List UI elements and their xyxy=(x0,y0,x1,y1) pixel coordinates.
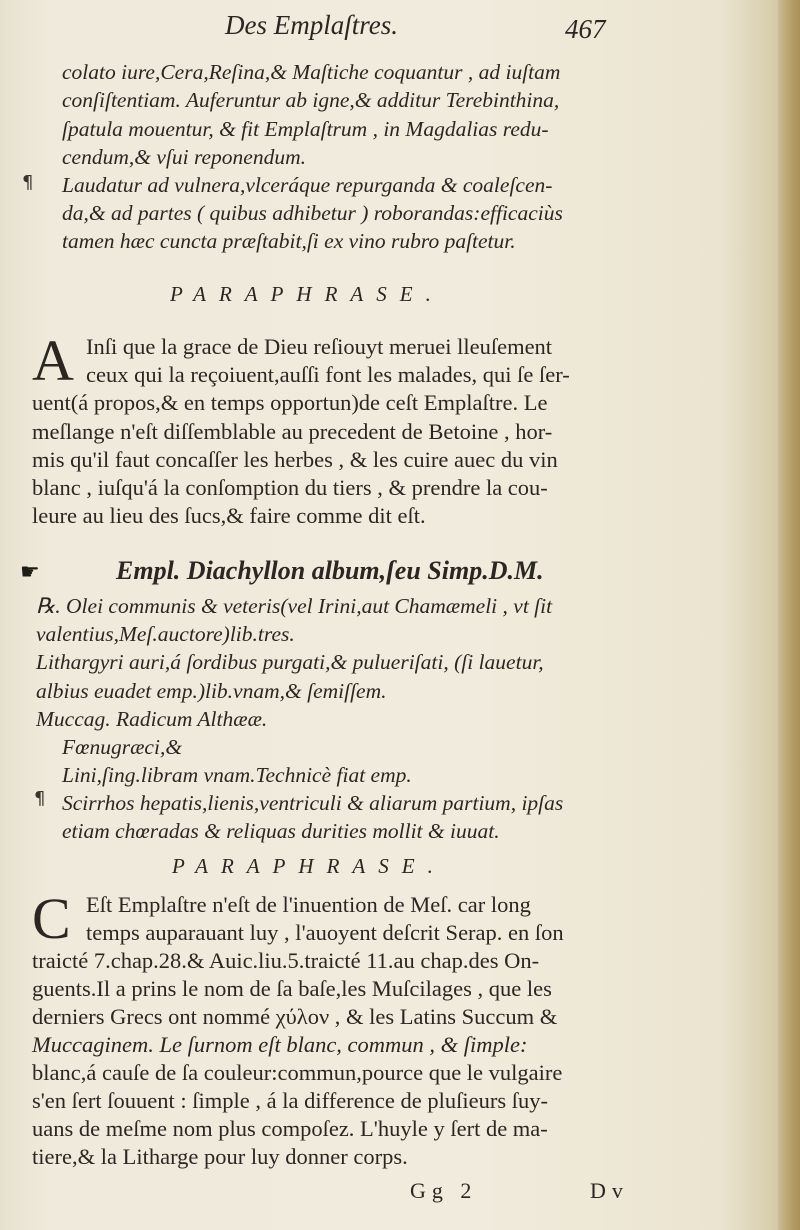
section-heading: PARAPHRASE. xyxy=(170,282,444,306)
section-title: Empl. Diachyllon album,ſeu Simp.D.M. xyxy=(116,556,544,585)
text-line: tiere,& la Litharge pour luy donner corps. xyxy=(32,1144,408,1169)
page-edge-shadow xyxy=(778,0,800,1230)
pointing-hand-icon: ☛ xyxy=(20,560,40,585)
signature-mark: Gg 2 xyxy=(410,1178,478,1203)
catchword: Dv xyxy=(590,1178,629,1203)
text-line: uans de meſme nom plus compoſez. L'huyle y ſert de ma- xyxy=(32,1116,548,1141)
text-line: uent(á propos,& en temps opportun)de ceſt Emplaſtre. Le xyxy=(32,390,548,415)
running-title: Des Emplaſtres. xyxy=(225,10,398,40)
text-line: ſpatula mouentur, & fit Emplaſtrum , in Magdalias redu- xyxy=(62,117,549,141)
text-line: s'en ſert ſouuent : ſimple , á la difference de pluſieurs ſuy- xyxy=(32,1088,548,1113)
text-line: meſlange n'eſt diſſemblable au precedent de Betoine , hor- xyxy=(32,419,553,444)
text-line: Muccag. Radicum Althææ. xyxy=(36,707,268,731)
text-line: temps auparauant luy , l'auoyent deſcrit Serap. en ſon xyxy=(86,920,564,945)
text-line: blanc , iuſqu'á la conſomption du tiers , & prendre la cou- xyxy=(32,475,548,500)
text-line: tamen hæc cuncta præſtabit,ſi ex vino rubro paſtetur. xyxy=(62,229,516,253)
text-line: leure au lieu des ſucs,& faire comme dit eſt. xyxy=(32,503,426,528)
text-line: ceux qui la reçoiuent,auſſi font les malades, qui ſe ſer- xyxy=(86,362,570,387)
text-line: albius euadet emp.)lib.vnam,& ſemiſſem. xyxy=(36,679,387,703)
text-line: Muccaginem. Le ſurnom eſt blanc, commun , & ſimple: xyxy=(32,1032,528,1057)
text-line: valentius,Meſ.auctore)lib.tres. xyxy=(36,622,295,646)
text-line: traicté 7.chap.28.& Auic.liu.5.traicté 11.au chap.des On- xyxy=(32,948,540,973)
text-line: Inſi que la grace de Dieu reſiouyt meruei lleuſement xyxy=(86,334,553,359)
section-heading: PARAPHRASE. xyxy=(172,854,446,878)
text-line: guents.Il a prins le nom de ſa baſe,les Muſcilages , que les xyxy=(32,976,552,1001)
text-line: colato iure,Cera,Reſina,& Maſtiche coquantur , ad iuſtam xyxy=(62,60,561,84)
text-line: ℞. Olei communis & veteris(vel Irini,aut Chamæmeli , vt ſit xyxy=(36,594,553,618)
text-line: Scirrhos hepatis,lienis,ventriculi & aliarum partium, ipſas xyxy=(62,791,564,815)
paragraph-mark-icon: ¶ xyxy=(34,788,46,809)
text-line: cendum,& vſui reponendum. xyxy=(62,145,307,169)
text-line: mis qu'il faut concaſſer les herbes , & les cuire auec du vin xyxy=(32,447,558,472)
text-line: blanc,á cauſe de ſa couleur:commun,pource que le vulgaire xyxy=(32,1060,563,1085)
text-line: conſiſtentiam. Auferuntur ab igne,& additur Terebinthina, xyxy=(62,88,560,112)
paragraph-mark-icon: ¶ xyxy=(22,172,34,193)
text-line: da,& ad partes ( quibus adhibetur ) roborandas:efficaciùs xyxy=(62,201,563,225)
text-line: Lithargyri auri,á ſordibus purgati,& pulueriſati, (ſi lauetur, xyxy=(36,650,544,674)
text-line: etiam chœradas & reliquas durities mollit & iuuat. xyxy=(62,819,500,843)
text-line: Eſt Emplaſtre n'eſt de l'inuention de Meſ. car long xyxy=(86,892,531,917)
drop-cap: A xyxy=(32,328,74,393)
page-number: 467 xyxy=(565,14,606,44)
text-line: Fœnugræci,& xyxy=(62,735,183,759)
drop-cap: C xyxy=(32,886,71,951)
text-line: Laudatur ad vulnera,vlceráque repurganda & coaleſcen- xyxy=(62,173,553,197)
text-line: derniers Grecs ont nommé χύλον , & les Latins Succum & xyxy=(32,1004,558,1029)
text-line: Lini,ſing.libram vnam.Technicè fiat emp. xyxy=(62,763,412,787)
